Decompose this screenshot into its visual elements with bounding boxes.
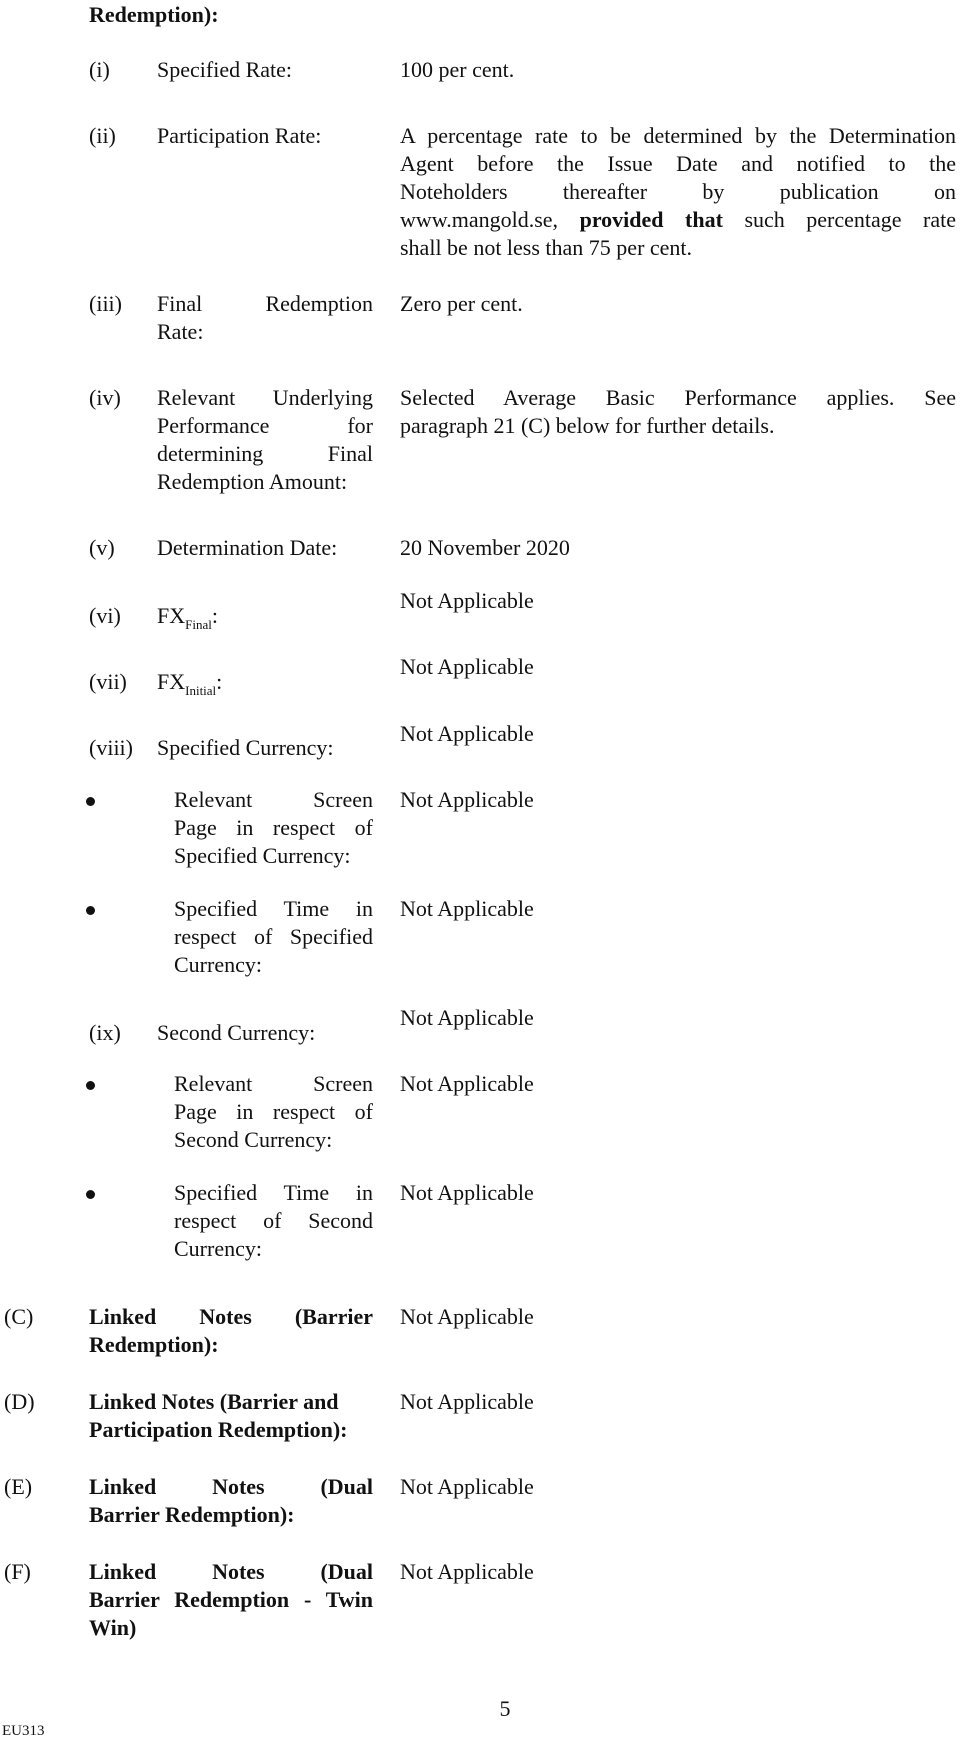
section-label: Linked Notes (Dual Barrier Redemption): <box>89 1474 373 1527</box>
item-value: Not Applicable <box>400 654 534 679</box>
item-label: Final Redemption Rate: <box>157 291 373 344</box>
item-value: Not Applicable <box>400 721 534 746</box>
value-line: shall be not less than 75 per cent. <box>400 235 693 260</box>
section-letter: (F) <box>4 1559 31 1584</box>
item-label: Specified Time in respect of Second Currency: <box>174 1180 373 1261</box>
section-label: Linked Notes (Dual Barrier Redemption - Twin Win) <box>89 1559 373 1640</box>
item-label: $FX_{Final}$: <box>157 603 218 632</box>
item-label: Second Currency: <box>157 1020 316 1045</box>
section-label: Linked Notes (Barrier Redemption): <box>89 1304 373 1357</box>
section-letter: (D) <box>4 1389 35 1414</box>
item-label: $FX_{Initial}$: <box>157 669 223 698</box>
bold-proviso: provided that <box>579 207 723 232</box>
section-label: Linked Notes (Barrier and Participation Redemption): <box>89 1389 348 1442</box>
section-letter: (C) <box>4 1304 34 1329</box>
bullet-icon <box>86 1081 95 1090</box>
section-heading-continuation: Redemption): <box>89 2 219 27</box>
value-line: Agent before the Issue Date and notified to the <box>400 151 956 176</box>
item-number: (iii) <box>89 291 122 316</box>
section-value: Not Applicable <box>400 1389 534 1414</box>
item-value: Not Applicable <box>400 896 534 921</box>
item-label: Relevant Underlying Performance for determining Final Redemption Amount: <box>157 385 373 494</box>
page-number: 5 <box>499 1696 511 1721</box>
item-number: (ix) <box>89 1020 121 1045</box>
item-label: Specified Currency: <box>157 735 334 760</box>
item-number: (v) <box>89 535 115 560</box>
item-value-block: Selected Average Basic Performance applies. See paragraph 21 (C) below for further details. <box>400 385 956 438</box>
item-number: (ii) <box>89 123 116 148</box>
item-value: Not Applicable <box>400 1005 534 1030</box>
item-value-block <box>400 122 956 262</box>
value-line: www.mangold.se, provided that such percentage rate <box>400 207 957 232</box>
bullet-icon <box>86 906 95 915</box>
item-number: (iv) <box>89 385 121 410</box>
item-value: Not Applicable <box>400 787 534 812</box>
item-label: Participation Rate: <box>157 123 322 148</box>
section-value: Not Applicable <box>400 1559 534 1584</box>
section-letter: (E) <box>4 1474 33 1499</box>
website-text: www.mangold.se, <box>400 207 559 232</box>
item-value: Not Applicable <box>400 1180 534 1205</box>
item-label: Specified Rate: <box>157 57 293 82</box>
item-label: Relevant Screen Page in respect of Specified Currency: <box>174 787 373 868</box>
item-value: 20 November 2020 <box>400 535 570 560</box>
item-value: Not Applicable <box>400 588 534 613</box>
item-number: (i) <box>89 57 110 82</box>
item-number: (viii) <box>89 735 133 760</box>
value-line: A percentage rate to be determined by the Determination <box>400 123 956 148</box>
bullet-icon <box>86 797 95 806</box>
item-label: Relevant Screen Page in respect of Second Currency: <box>174 1071 373 1152</box>
item-number: (vii) <box>89 669 127 694</box>
section-value: Not Applicable <box>400 1304 534 1329</box>
value-line: Noteholders thereafter by publication on <box>400 179 956 204</box>
item-number: (vi) <box>89 603 121 628</box>
bullet-icon <box>86 1190 95 1199</box>
item-label: Specified Time in respect of Specified Currency: <box>174 896 373 977</box>
item-value: Not Applicable <box>400 1071 534 1096</box>
item-label: Determination Date: <box>157 535 338 560</box>
item-value: 100 per cent. <box>400 57 515 82</box>
item-value: Zero per cent. <box>400 291 523 316</box>
document-code: EU313 <box>2 1723 45 1739</box>
section-value: Not Applicable <box>400 1474 534 1499</box>
